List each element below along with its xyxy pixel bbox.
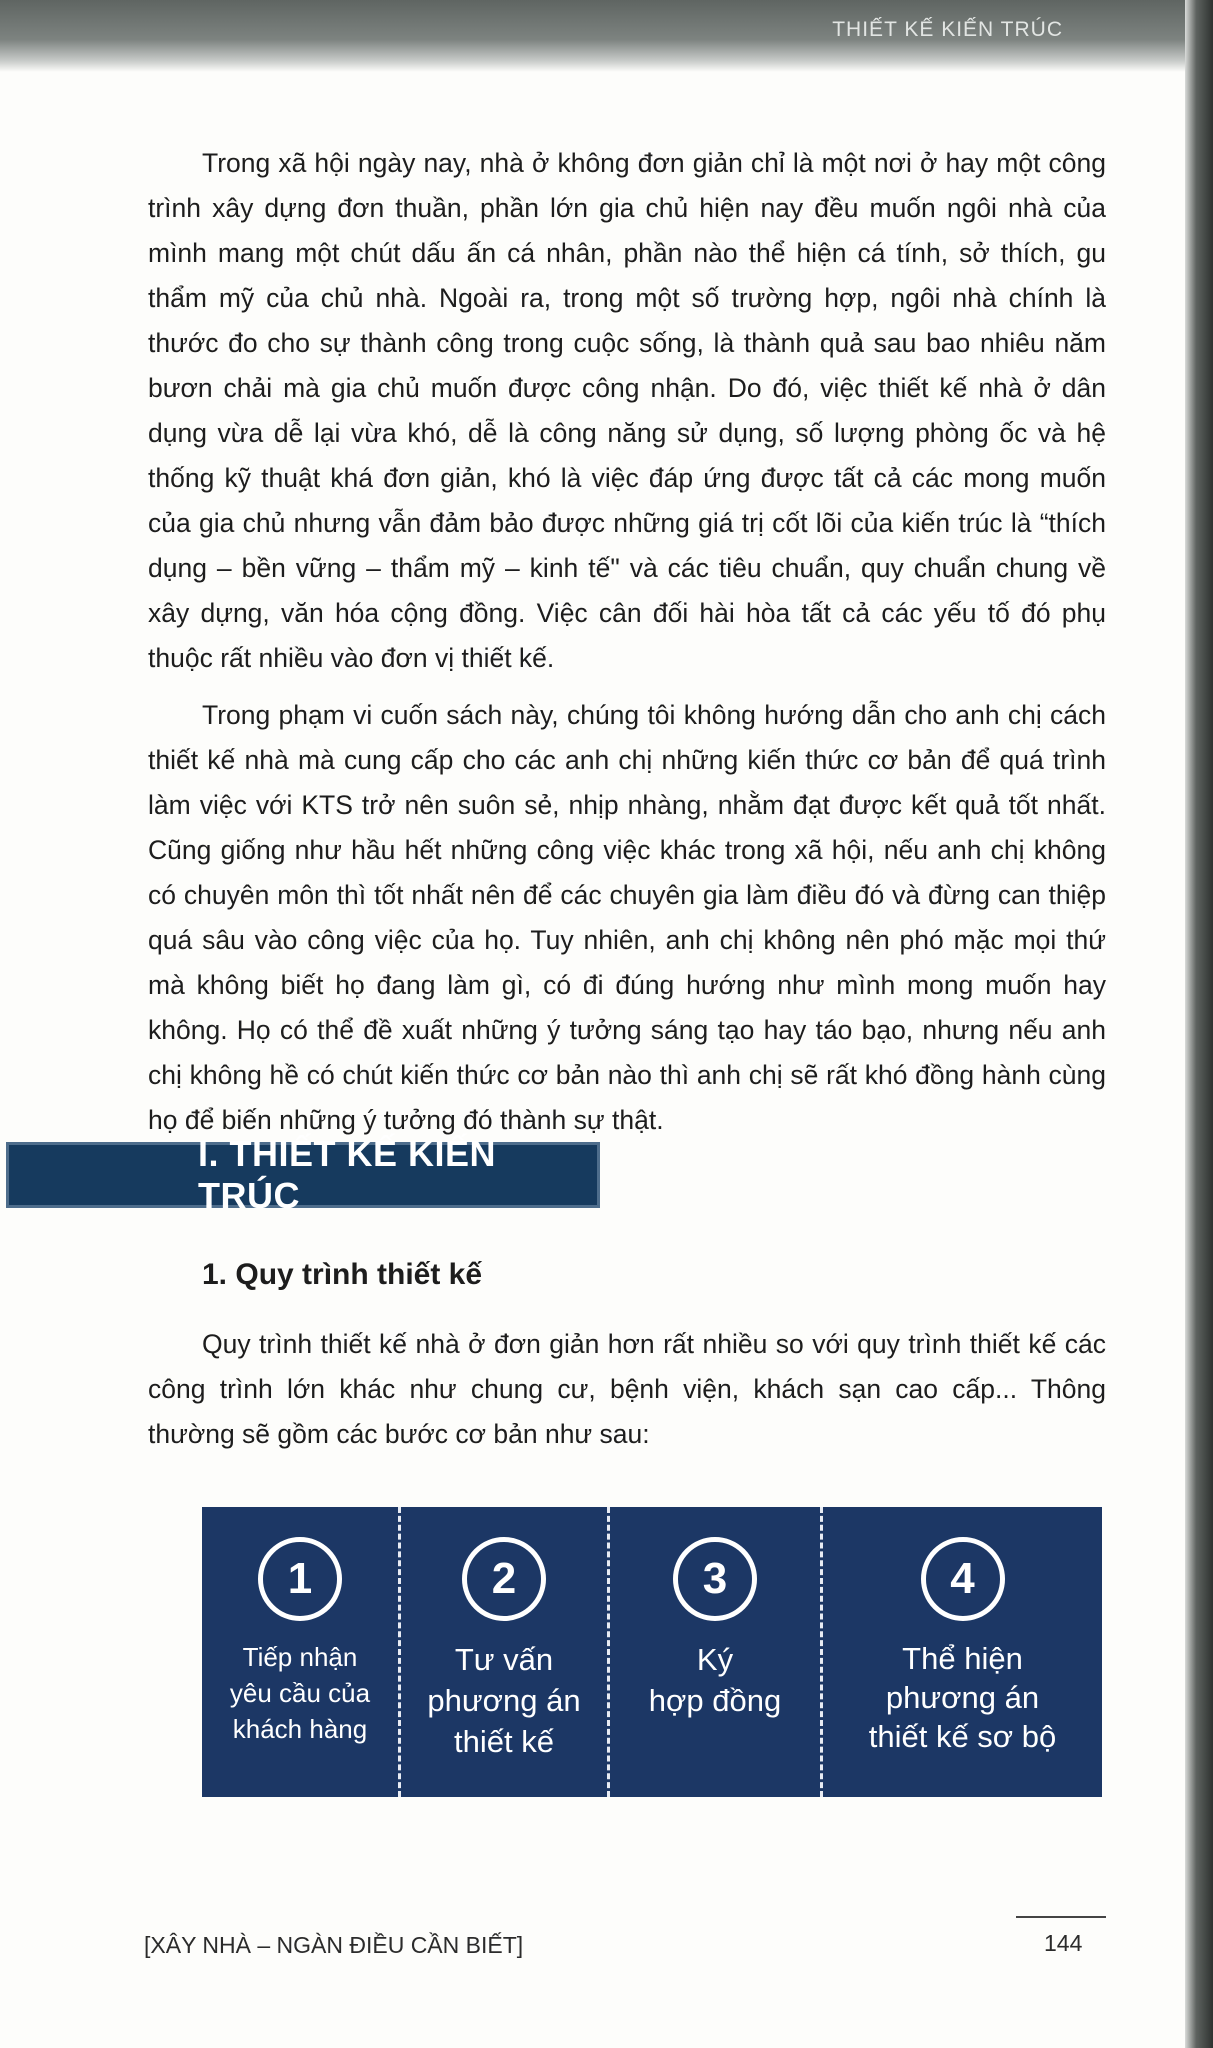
book-binding-edge [1185,0,1213,2048]
section-heading-bar [6,1133,600,1216]
footer-rule [1016,1916,1106,1918]
paragraph-1: Trong xã hội ngày nay, nhà ở không đơn giản chỉ là một nơi ở hay một công trình xây dựng đơn thuần, phần lớn gia chủ hiện nay đều muốn ngôi nhà của mình mang một chút dấu ấn cá nhân, phần nào thể hiện cá tính, sở thích, gu thẩm mỹ của chủ nhà. Ngoài ra, trong một số trường hợp, ngôi nhà chính là thước đo cho sự thành công trong cuộc sống, là thành quả sau bao nhiêu năm bươn chải mà gia chủ muốn được công nhận. Do đó, việc thiết kế nhà ở dân dụng vừa dễ lại vừa khó, dễ là công năng sử dụng, số lượng phòng ốc và hệ thống kỹ thuật khá đơn giản, khó là việc đáp ứng được tất cả các mong muốn của gia chủ nhưng vẫn đảm bảo được những giá trị cốt lõi của kiến trúc là “thích dụng – bền vững – thẩm mỹ – kinh tế" và các tiêu chuẩn, quy chuẩn chung về xây dựng, văn hóa cộng đồng. Việc cân đối hài hòa tất cả các yếu tố đó phụ thuộc rất nhiều vào đơn vị thiết kế. [148,148,1106,673]
subsection-title: 1. Quy trình thiết kế [202,1258,483,1291]
step-label: Tư vấn phương án thiết kế [427,1642,581,1759]
step-number-badge: 1 [258,1537,342,1621]
process-step-2 [398,1507,607,1797]
step-number-badge: 3 [673,1537,757,1621]
process-step-4 [820,1507,1102,1797]
running-header: THIẾT KẾ KIẾN TRÚC [832,18,1063,41]
step-label: Thể hiện phương án thiết kế sơ bộ [868,1641,1057,1754]
design-process-steps [202,1507,1102,1797]
step-number-badge: 2 [462,1537,546,1621]
process-step-1 [202,1507,398,1797]
intro-paragraph: Quy trình thiết kế nhà ở đơn giản hơn rất nhiều so với quy trình thiết kế các công trình lớn khác như chung cư, bệnh viện, khách sạn cao cấp... Thông thường sẽ gồm các bước cơ bản như sau: [148,1329,1106,1449]
process-step-3 [607,1507,820,1797]
section-title: I. THIẾT KẾ KIẾN TRÚC [198,1133,497,1216]
footer-book-title: [XÂY NHÀ – NGÀN ĐIỀU CẦN BIẾT] [144,1932,524,1958]
body-paragraphs [148,141,1106,1155]
page-number: 144 [1044,1930,1083,1956]
step-label: Ký hợp đồng [648,1642,782,1718]
paragraph-2: Trong phạm vi cuốn sách này, chúng tôi không hướng dẫn cho anh chị cách thiết kế nhà mà cung cấp cho các anh chị những kiến thức cơ bản để quá trình làm việc với KTS trở nên suôn sẻ, nhịp nhàng, nhằm đạt được kết quả tốt nhất. Cũng giống như hầu hết những công việc khác trong xã hội, nếu anh chị không có chuyên môn thì tốt nhất nên để các chuyên gia làm điều đó và đừng can thiệp quá sâu vào công việc của họ. Tuy nhiên, anh chị không nên phó mặc mọi thứ mà không biết họ đang làm gì, có đi đúng hướng như mình mong muốn hay không. Họ có thể đề xuất những ý tưởng sáng tạo hay táo bạo, nhưng nếu anh chị không hề có chút kiến thức cơ bản nào thì anh chị sẽ rất khó đồng hành cùng họ để biến những ý tưởng đó thành sự thật. [148,700,1106,1135]
intro-block [148,1322,1106,1469]
step-label: Tiếp nhận yêu cầu của khách hàng [229,1642,371,1744]
step-number-badge: 4 [921,1537,1005,1621]
